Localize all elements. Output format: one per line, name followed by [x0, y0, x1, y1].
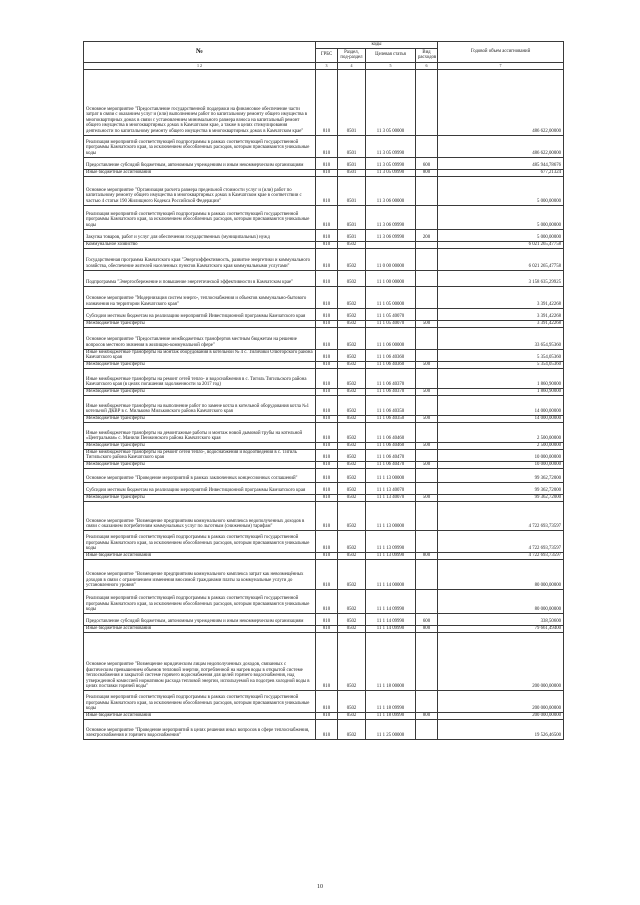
row-grbs-code: 810 [316, 270, 338, 286]
header-codes: коды [316, 42, 438, 49]
row-section-code: 0502 [338, 559, 366, 589]
row-grbs-code: 810 [316, 632, 338, 690]
row-description: Основное мероприятие "Модернизация систем энерго-, теплоснабжения и объектов коммунально-бытового назначения на территории Камчатского края" [84, 286, 316, 308]
row-description: Подпрограмма "Энергосбережение и повышение энергетической эффективности в Камчатском крае" [84, 270, 316, 286]
row-grbs-code: 810 [316, 461, 338, 468]
header-annual: Годовой объем ассигнований [438, 42, 564, 63]
header-target: Целевая статья [366, 48, 416, 62]
row-section-code: 0502 [338, 632, 366, 690]
column-number-row [84, 62, 564, 69]
row-description: Основное мероприятие "Возмещение предприятиям коммунального комплекса недополученных доходов в связи с оказанием потребителям коммунальных услуг по льготным (сниженным) тарифам" [84, 501, 316, 530]
budget-table [83, 41, 564, 740]
row-section-code: 0502 [338, 449, 366, 461]
row-annual-amount: 200 000,00000 [438, 712, 564, 719]
row-grbs-code: 810 [316, 690, 338, 712]
header-row-top [84, 42, 564, 49]
column-number: 5 [366, 62, 416, 69]
row-section-code: 0501 [338, 169, 366, 176]
row-grbs-code: 810 [316, 530, 338, 552]
table-row [84, 327, 564, 349]
row-annual-amount: 14 000,00000 [438, 395, 564, 415]
row-target-article: 11 1 14 09990 [366, 613, 416, 625]
row-expense-type: 800 [416, 625, 438, 632]
table-row [84, 415, 564, 422]
table-row [84, 613, 564, 625]
row-target-article: 11 1 13 00000 [366, 468, 416, 482]
row-grbs-code: 810 [316, 169, 338, 176]
table-row [84, 349, 564, 361]
table-row [84, 395, 564, 415]
row-target-article: 11 3 05 00000 [366, 69, 416, 135]
row-annual-amount: 1 860,90000 [438, 368, 564, 388]
row-annual-amount: 485 944,78676 [438, 157, 564, 169]
row-annual-amount: 1 860,90000 [438, 388, 564, 395]
row-target-article: 11 1 14 09990 [366, 625, 416, 632]
row-grbs-code: 810 [316, 422, 338, 442]
table-row [84, 169, 564, 176]
row-section-code: 0502 [338, 712, 366, 719]
row-grbs-code: 810 [316, 482, 338, 494]
header-section: Раздел, под-раздел [338, 48, 366, 62]
row-grbs-code: 810 [316, 69, 338, 135]
row-description: Предоставление субсидий бюджетным, автономным учреждениям и иным некоммерческим организациям [84, 613, 316, 625]
row-target-article: 11 1 13 40070 [366, 482, 416, 494]
row-annual-amount: 2 500,00000 [438, 442, 564, 449]
row-annual-amount: 5 000,00000 [438, 229, 564, 241]
column-number: 6 [416, 62, 438, 69]
row-grbs-code: 810 [316, 135, 338, 157]
row-section-code: 0502 [338, 589, 366, 613]
table-row [84, 320, 564, 327]
row-expense-type [416, 368, 438, 388]
row-section-code: 0502 [338, 494, 366, 501]
row-expense-type [416, 349, 438, 361]
row-grbs-code: 810 [316, 320, 338, 327]
row-section-code: 0502 [338, 248, 366, 270]
row-expense-type [416, 632, 438, 690]
table-row [84, 248, 564, 270]
table-row [84, 69, 564, 135]
table-row [84, 482, 564, 494]
row-grbs-code: 810 [316, 613, 338, 625]
row-target-article: 11 3 06 00000 [366, 176, 416, 205]
row-section-code: 0502 [338, 308, 366, 320]
row-description: Основное мероприятие "Проведение мероприятий в целях решения иных вопросов в сфере теплоснабжения, электроснабжения и горячего водоснабжения" [84, 719, 316, 739]
row-target-article: 11 0 00 00000 [366, 248, 416, 270]
row-expense-type [416, 530, 438, 552]
row-description: Закупка товаров, работ и услуг для обеспечения государственных (муниципальных) нужд [84, 229, 316, 241]
page-number: 10 [317, 884, 323, 890]
row-grbs-code: 810 [316, 205, 338, 229]
row-description: Иные бюджетные ассигнования [84, 552, 316, 559]
row-description: Иные межбюджетные трансферты на выполнение работ по замене котла в котельной оборудования котла №1 котельной ДКВР в с. Мильково Мильковского района Камчатского края [84, 395, 316, 415]
row-annual-amount: 4 722 693,73597 [438, 501, 564, 530]
row-expense-type [416, 205, 438, 229]
row-expense-type: 500 [416, 320, 438, 327]
row-grbs-code: 810 [316, 229, 338, 241]
row-target-article: 11 3 06 09990 [366, 229, 416, 241]
row-annual-amount: 5 354,05360 [438, 349, 564, 361]
table-row [84, 530, 564, 552]
row-annual-amount: 486 622,00000 [438, 135, 564, 157]
header-exptype: Вид расходов [416, 48, 438, 62]
row-section-code: 0502 [338, 270, 366, 286]
row-grbs-code: 810 [316, 449, 338, 461]
row-section-code: 0501 [338, 69, 366, 135]
table-row [84, 422, 564, 442]
row-grbs-code: 810 [316, 494, 338, 501]
row-target-article: 11 1 18 00000 [366, 632, 416, 690]
row-expense-type [416, 501, 438, 530]
row-grbs-code: 810 [316, 559, 338, 589]
row-expense-type: 600 [416, 157, 438, 169]
row-target-article: 11 1 05 40070 [366, 320, 416, 327]
row-target-article: 11 1 14 09990 [366, 589, 416, 613]
table-row [84, 559, 564, 589]
row-description: Иные бюджетные ассигнования [84, 712, 316, 719]
row-target-article: 11 1 06 40350 [366, 395, 416, 415]
row-description: Реализация мероприятий соответствующей подпрограммы в рамках соответствующей государственной программы Камчатского края, за исключением обособленных расходов, которым присваиваются уникальные коды [84, 690, 316, 712]
row-expense-type: 800 [416, 552, 438, 559]
row-annual-amount: 14 000,00000 [438, 415, 564, 422]
row-grbs-code: 810 [316, 468, 338, 482]
row-description: Иные межбюджетные трансферты на монтаж оборудования в котельной № 4 с. Тиличики Олюторского района Камчатского края [84, 349, 316, 361]
row-description: Иные межбюджетные трансферты на ремонт сетей тепло-, водоснабжения и водоотведения в с. Тигиль Тигильского района Камчатского края [84, 449, 316, 461]
row-expense-type [416, 559, 438, 589]
row-annual-amount: 80 000,00000 [438, 559, 564, 589]
row-grbs-code: 810 [316, 442, 338, 449]
row-expense-type [416, 422, 438, 442]
row-section-code: 0502 [338, 395, 366, 415]
table-row [84, 719, 564, 739]
row-target-article: 11 3 05 09990 [366, 169, 416, 176]
row-description: Основное мероприятие "Проведение мероприятий в рамках заключенных концессионных соглашений" [84, 468, 316, 482]
row-expense-type [416, 270, 438, 286]
row-target-article: 11 1 13 00000 [366, 501, 416, 530]
row-expense-type [416, 248, 438, 270]
table-row [84, 589, 564, 613]
row-expense-type: 200 [416, 229, 438, 241]
row-annual-amount: 677,21324 [438, 169, 564, 176]
row-grbs-code: 810 [316, 308, 338, 320]
row-section-code: 0502 [338, 501, 366, 530]
row-section-code: 0502 [338, 613, 366, 625]
row-expense-type [416, 468, 438, 482]
row-target-article: 11 1 18 09990 [366, 712, 416, 719]
row-grbs-code: 810 [316, 712, 338, 719]
row-expense-type [416, 241, 438, 248]
row-section-code: 0501 [338, 157, 366, 169]
table-row [84, 270, 564, 286]
column-number: 4 [338, 62, 366, 69]
row-description: Основное мероприятие "Предоставление государственной поддержки на финансовое обеспечение части затрат в связи с оказанием услуг и (или) выполнением работ по капитальному ремонту общего имущества в многоквартирных домах в связи с установлением минимального размера взноса на капитальный ремонт общего имущества в многоквартирных домах в Камчатском крае, а также в целях стимулирования деятельности по капитальному ремонту общего имущества в многоквартирных домах в Камчатском крае" [84, 69, 316, 135]
row-annual-amount: 5 000,00000 [438, 205, 564, 229]
row-grbs-code: 810 [316, 625, 338, 632]
row-description: Иные бюджетные ассигнования [84, 169, 316, 176]
row-description: Межбюджетные трансферты [84, 461, 316, 468]
row-expense-type [416, 69, 438, 135]
row-section-code: 0501 [338, 229, 366, 241]
row-grbs-code: 810 [316, 388, 338, 395]
column-number: 1 [197, 63, 199, 68]
row-description: Межбюджетные трансферты [84, 442, 316, 449]
header-number: № [84, 42, 316, 63]
table-body [84, 42, 564, 740]
row-annual-amount: 3 391,42268 [438, 320, 564, 327]
row-section-code: 0501 [338, 205, 366, 229]
row-description: Межбюджетные трансферты [84, 388, 316, 395]
row-section-code: 0502 [338, 422, 366, 442]
table-row [84, 176, 564, 205]
row-description: Иные межбюджетные трансферты на ремонт сетей тепло- и водоснабжения в с. Тигиль Тигильского района Камчатского края (в целях погашения задолженности за 2017 год) [84, 368, 316, 388]
row-annual-amount: 79 661,49400 [438, 625, 564, 632]
row-grbs-code: 810 [316, 395, 338, 415]
table-row [84, 712, 564, 719]
row-target-article: 11 1 13 40070 [366, 494, 416, 501]
row-section-code: 0502 [338, 286, 366, 308]
row-description: Основное мероприятие "Предоставление межбюджетных трансфертов местным бюджетам на решение вопросов местного значения в жилищно-коммунальной сфере" [84, 327, 316, 349]
table-row [84, 388, 564, 395]
row-description: Субсидии местным бюджетам на реализацию мероприятий Инвестиционной программы Камчатского края [84, 482, 316, 494]
row-section-code: 0502 [338, 442, 366, 449]
row-section-code: 0502 [338, 690, 366, 712]
table-row [84, 157, 564, 169]
row-target-article: 11 1 13 09990 [366, 552, 416, 559]
row-expense-type: 800 [416, 712, 438, 719]
row-grbs-code: 810 [316, 176, 338, 205]
row-section-code: 0502 [338, 241, 366, 248]
row-section-code: 0502 [338, 482, 366, 494]
row-expense-type: 500 [416, 361, 438, 368]
column-number: 3 [316, 62, 338, 69]
row-annual-amount: 99 362,72000 [438, 468, 564, 482]
row-description: Основное мероприятие "Возмещение предприятиям коммунального комплекса затрат как невозмещённых доходов в связи с ограничением изменения вносимой гражданами платы за коммунальные услуги до установленного уровня" [84, 559, 316, 589]
row-target-article: 11 1 06 40470 [366, 449, 416, 461]
row-grbs-code: 810 [316, 248, 338, 270]
row-target-article: 11 1 14 00000 [366, 559, 416, 589]
row-description: Межбюджетные трансферты [84, 361, 316, 368]
row-section-code: 0502 [338, 625, 366, 632]
table-row [84, 690, 564, 712]
row-target-article: 11 1 06 40460 [366, 442, 416, 449]
row-grbs-code: 810 [316, 552, 338, 559]
row-description: Коммунальное хозяйство [84, 241, 316, 248]
row-target-article: 11 1 00 00000 [366, 270, 416, 286]
row-target-article: 11 3 05 09990 [366, 135, 416, 157]
table-row [84, 368, 564, 388]
row-section-code: 0502 [338, 415, 366, 422]
row-description: Основное мероприятие "Организация расчета размера предельной стоимости услуг и (или) работ по капитальному ремонту общего имущества в многоквартирных домах в Камчатском крае в соответствии с частью 4 статьи 190 Жилищного Кодекса Российской Федерации" [84, 176, 316, 205]
row-grbs-code: 810 [316, 157, 338, 169]
row-target-article: 11 3 05 09990 [366, 157, 416, 169]
table-row [84, 135, 564, 157]
row-grbs-code: 810 [316, 501, 338, 530]
table-row [84, 361, 564, 368]
row-grbs-code: 810 [316, 361, 338, 368]
table-row [84, 229, 564, 241]
row-expense-type: 500 [416, 461, 438, 468]
table-row [84, 442, 564, 449]
row-grbs-code: 810 [316, 286, 338, 308]
table-row [84, 461, 564, 468]
row-target-article: 11 3 06 09990 [366, 205, 416, 229]
row-target-article: 11 1 06 40370 [366, 388, 416, 395]
row-description: Реализация мероприятий соответствующей подпрограммы в рамках соответствующей государственной программы Камчатского края, за исключением обособленных расходов, которым присваиваются уникальные коды [84, 530, 316, 552]
row-section-code: 0502 [338, 361, 366, 368]
row-section-code: 0502 [338, 349, 366, 361]
header-grbs: ГРБС [316, 48, 338, 62]
row-annual-amount: 33 654,95360 [438, 327, 564, 349]
table-row [84, 632, 564, 690]
row-annual-amount: 5 000,00000 [438, 176, 564, 205]
row-target-article: 11 1 13 09990 [366, 530, 416, 552]
row-description: Реализация мероприятий соответствующей подпрограммы в рамках соответствующей государственной программы Камчатского края, за исключением обособленных расходов, которым присваиваются уникальные коды [84, 205, 316, 229]
row-target-article: 11 1 06 00000 [366, 327, 416, 349]
row-annual-amount: 19 526,46500 [438, 719, 564, 739]
row-expense-type [416, 327, 438, 349]
row-expense-type [416, 482, 438, 494]
row-description: Реализация мероприятий соответствующей подпрограммы в рамках соответствующей государственной программы Камчатского края, за исключением обособленных расходов, которым присваиваются уникальные коды [84, 135, 316, 157]
row-grbs-code: 810 [316, 589, 338, 613]
row-target-article: 11 1 06 40350 [366, 415, 416, 422]
row-section-code: 0502 [338, 327, 366, 349]
row-expense-type [416, 719, 438, 739]
row-target-article: 11 1 06 40360 [366, 349, 416, 361]
row-annual-amount: 6 021 265,47758 [438, 248, 564, 270]
row-annual-amount: 80 000,00000 [438, 589, 564, 613]
row-grbs-code: 810 [316, 349, 338, 361]
table-row [84, 494, 564, 501]
column-number: 7 [438, 62, 564, 69]
row-annual-amount: 99 362,72000 [438, 494, 564, 501]
row-description: Предоставление субсидий бюджетным, автономным учреждениям и иным некоммерческим организациям [84, 157, 316, 169]
row-description: Иные межбюджетные трансферты на демонтажные работы и монтаж новой дымовой трубы на котельной «Центральная» с. Манили Пенжинского района Камчатского края [84, 422, 316, 442]
row-section-code: 0501 [338, 176, 366, 205]
row-target-article [366, 241, 416, 248]
row-section-code: 0502 [338, 388, 366, 395]
row-section-code: 0502 [338, 719, 366, 739]
row-target-article: 11 1 18 09990 [366, 690, 416, 712]
row-annual-amount: 4 722 693,73597 [438, 552, 564, 559]
row-description: Иные бюджетные ассигнования [84, 625, 316, 632]
row-grbs-code: 810 [316, 241, 338, 248]
row-annual-amount: 486 622,00000 [438, 69, 564, 135]
row-section-code: 0502 [338, 461, 366, 468]
row-annual-amount: 200 000,00000 [438, 632, 564, 690]
row-description: Реализация мероприятий соответствующей подпрограммы в рамках соответствующей государственной программы Камчатского края, за исключением обособленных расходов, которым присваиваются уникальные коды [84, 589, 316, 613]
row-description: Субсидии местным бюджетам на реализацию мероприятий Инвестиционной программы Камчатского края [84, 308, 316, 320]
table-row [84, 308, 564, 320]
table-row [84, 241, 564, 248]
table-row [84, 501, 564, 530]
row-expense-type [416, 176, 438, 205]
row-grbs-code: 810 [316, 415, 338, 422]
row-annual-amount: 3 391,42268 [438, 308, 564, 320]
row-description: Основное мероприятие "Возмещение юридическим лицам недополученных доходов, связанных с фактическим превышением объемов тепловой энергии, потребленной на нагрев воды в открытой системе теплоснабжения и закрытой системе горячего водоснабжения для целей горячего водоснабжения, над утвержденной комиссией нормативом расхода тепловой энергии, используемой на подогрев холодной воды в целях поставки горячей воды" [84, 632, 316, 690]
row-annual-amount: 4 722 693,73597 [438, 530, 564, 552]
row-target-article: 11 1 05 00000 [366, 286, 416, 308]
row-expense-type [416, 286, 438, 308]
row-expense-type: 500 [416, 494, 438, 501]
row-section-code: 0502 [338, 552, 366, 559]
row-expense-type: 800 [416, 169, 438, 176]
row-annual-amount: 5 354,05360 [438, 361, 564, 368]
row-description: Межбюджетные трансферты [84, 494, 316, 501]
row-expense-type: 500 [416, 388, 438, 395]
row-section-code: 0501 [338, 135, 366, 157]
row-description: Межбюджетные трансферты [84, 415, 316, 422]
row-annual-amount: 200 000,00000 [438, 690, 564, 712]
row-annual-amount: 99 362,72000 [438, 482, 564, 494]
row-annual-amount: 10 000,00000 [438, 449, 564, 461]
table-row [84, 286, 564, 308]
row-expense-type [416, 589, 438, 613]
row-target-article: 11 1 25 00000 [366, 719, 416, 739]
row-target-article: 11 1 06 40460 [366, 422, 416, 442]
row-target-article: 11 1 06 40370 [366, 368, 416, 388]
column-number: 2 [200, 63, 202, 68]
row-target-article: 11 1 06 40470 [366, 461, 416, 468]
row-description: Межбюджетные трансферты [84, 320, 316, 327]
row-expense-type [416, 690, 438, 712]
row-section-code: 0502 [338, 530, 366, 552]
row-target-article: 11 1 05 40070 [366, 308, 416, 320]
table-row [84, 468, 564, 482]
row-grbs-code: 810 [316, 327, 338, 349]
row-description: Государственная программа Камчатского края "Энергоэффективность, развитие энергетики и коммунального хозяйства, обеспечение жителей населенных пунктов Камчатского края коммунальными услугами" [84, 248, 316, 270]
table-row [84, 205, 564, 229]
row-section-code: 0502 [338, 368, 366, 388]
row-expense-type: 500 [416, 415, 438, 422]
row-annual-amount: 2 500,00000 [438, 422, 564, 442]
row-annual-amount: 6 021 265,47758 [438, 241, 564, 248]
table-row [84, 449, 564, 461]
row-expense-type: 600 [416, 613, 438, 625]
row-target-article: 11 1 06 40360 [366, 361, 416, 368]
row-expense-type: 500 [416, 442, 438, 449]
row-expense-type [416, 135, 438, 157]
row-section-code: 0502 [338, 320, 366, 327]
row-annual-amount: 10 000,00000 [438, 461, 564, 468]
row-grbs-code: 810 [316, 368, 338, 388]
row-grbs-code: 810 [316, 719, 338, 739]
table-row [84, 625, 564, 632]
table-row [84, 552, 564, 559]
row-annual-amount: 338,50600 [438, 613, 564, 625]
row-annual-amount: 3 391,42268 [438, 286, 564, 308]
row-expense-type [416, 308, 438, 320]
row-expense-type [416, 395, 438, 415]
row-expense-type [416, 449, 438, 461]
row-section-code: 0502 [338, 468, 366, 482]
row-annual-amount: 3 158 635,29925 [438, 270, 564, 286]
